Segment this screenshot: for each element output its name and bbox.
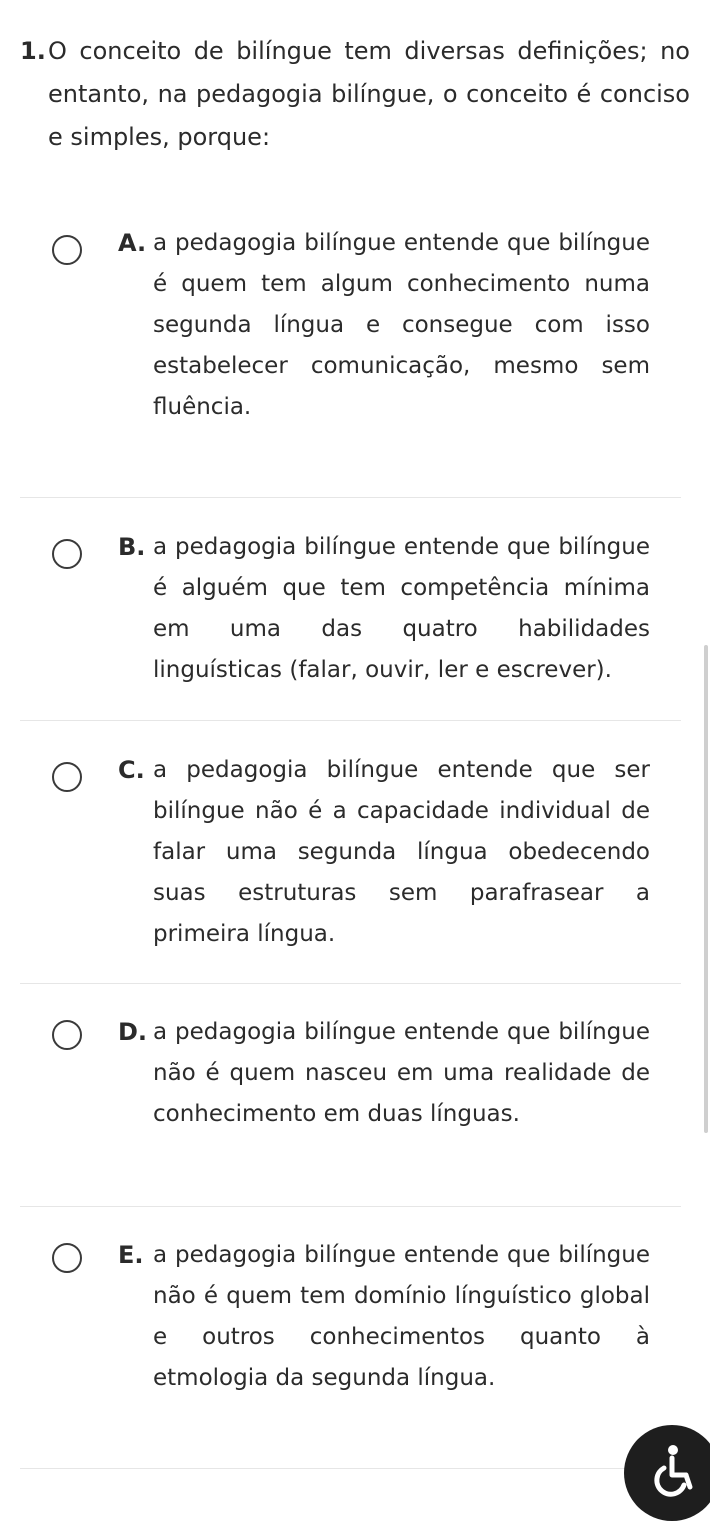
option-text-e: a pedagogia bilíngue entende que bilíngue não é quem tem domínio línguístico global e outros conhecimentos quanto à etmologia da segunda língua. [153, 1242, 650, 1391]
option-d[interactable] [0, 1012, 690, 1135]
divider [20, 720, 681, 721]
option-c[interactable] [0, 750, 690, 955]
accessibility-wheelchair-icon [642, 1441, 702, 1505]
question-number: 1. [20, 37, 46, 65]
option-e[interactable] [0, 1235, 690, 1399]
radio-button-b[interactable] [52, 539, 82, 569]
radio-button-c[interactable] [52, 762, 82, 792]
radio-button-d[interactable] [52, 1020, 82, 1050]
option-letter-a: A. [118, 229, 147, 257]
divider [20, 1206, 681, 1207]
divider [20, 497, 681, 498]
option-text-c: a pedagogia bilíngue entende que ser bilíngue não é a capacidade individual de falar uma segunda língua obedecendo suas estruturas sem parafrasear a primeira língua. [153, 757, 650, 947]
option-text-b: a pedagogia bilíngue entende que bilíngue é alguém que tem competência mínima em uma das quatro habilidades linguísticas (falar, ouvir, ler e escrever). [153, 534, 650, 683]
divider [20, 983, 681, 984]
option-text-d: a pedagogia bilíngue entende que bilíngue não é quem nasceu em uma realidade de conhecimento em duas línguas. [153, 1019, 650, 1127]
option-text-a: a pedagogia bilíngue entende que bilíngue é quem tem algum conhecimento numa segunda língua e consegue com isso estabelecer comunicação, mesmo sem fluência. [153, 230, 650, 420]
option-letter-c: C. [118, 756, 145, 784]
option-letter-b: B. [118, 533, 146, 561]
option-a[interactable] [0, 223, 690, 428]
option-letter-d: D. [118, 1018, 148, 1046]
radio-button-a[interactable] [52, 235, 82, 265]
question [0, 30, 690, 159]
option-letter-e: E. [118, 1241, 144, 1269]
option-b[interactable] [0, 527, 690, 691]
divider [20, 1468, 681, 1469]
accessibility-button[interactable] [624, 1425, 710, 1521]
radio-button-e[interactable] [52, 1243, 82, 1273]
scrollbar[interactable] [704, 645, 708, 1133]
question-text: O conceito de bilíngue tem diversas definições; no entanto, na pedagogia bilíngue, o conceito é conciso e simples, porque: [48, 37, 690, 151]
